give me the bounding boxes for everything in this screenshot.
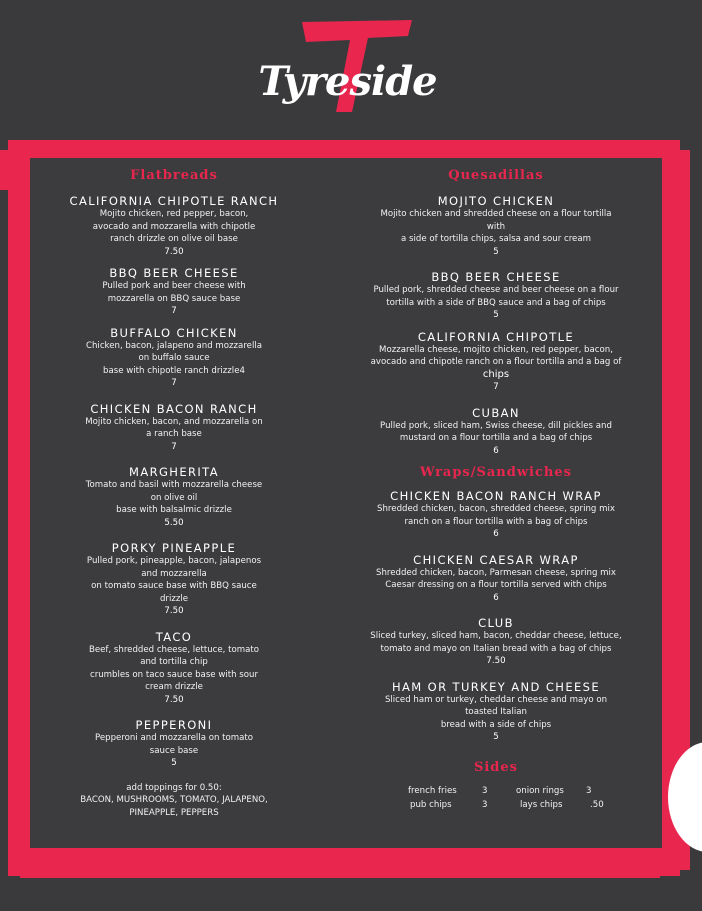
item-description: Shredded chicken, bacon, shredded cheese, spring mix ranch on a flour tortilla with a bag of chips xyxy=(377,504,615,527)
item-description-extra: chips xyxy=(482,368,510,380)
item-name: BBQ BEER CHEESE xyxy=(431,270,561,284)
item-price: 6 xyxy=(493,445,499,456)
side-name: pub chips xyxy=(410,799,452,810)
item-description: Pepperoni and mozzarella on tomato sauce base xyxy=(94,733,254,756)
flatbreads-column xyxy=(30,166,318,819)
menu-item xyxy=(330,406,662,458)
side-price: 3 xyxy=(586,785,592,796)
item-price: 5 xyxy=(493,246,499,257)
item-description: Pulled pork, pineapple, bacon, jalapenos and mozzarella on tomato sauce base with BBQ sauce drizzle xyxy=(86,556,262,604)
item-name: TACO xyxy=(155,629,193,644)
item-price: 6 xyxy=(493,592,499,603)
item-name: CHICKEN CAESAR WRAP xyxy=(413,552,579,567)
item-price: 7 xyxy=(171,378,177,388)
item-price: 7.50 xyxy=(164,694,184,705)
item-name: CLUB xyxy=(478,616,514,630)
menu-item xyxy=(330,270,662,322)
item-name: BBQ BEER CHEESE xyxy=(109,266,239,280)
item-price: 5.50 xyxy=(164,517,184,528)
item-description: Pulled pork, shredded cheese and beer cheese on a flour tortilla with a side of BBQ sauce and a bag of chips xyxy=(373,285,619,308)
item-name: CHICKEN BACON RANCH xyxy=(90,401,258,416)
item-price: 5 xyxy=(493,310,499,320)
item-description: Mozzarella cheese, mojito chicken, red pepper, bacon, avocado and chipotle ranch on a flour tortilla and a bag of xyxy=(370,344,622,367)
side-price: .50 xyxy=(590,799,604,810)
menu-item xyxy=(330,330,662,394)
side-name: onion rings xyxy=(516,785,564,796)
side-price: 3 xyxy=(482,799,488,810)
item-name: CALIFORNIA CHIPOTLE xyxy=(417,329,575,344)
brand-logo xyxy=(240,14,455,124)
item-price: 7.50 xyxy=(164,246,184,257)
menu-item xyxy=(330,194,662,258)
menu-item xyxy=(30,326,318,390)
item-description: Chicken, bacon, jalapeno and mozzarella on buffalo sauce base with chipotle ranch drizzle4 xyxy=(85,340,263,376)
right-column xyxy=(330,166,662,826)
item-price: 7.50 xyxy=(164,606,184,616)
item-name: PEPPERONI xyxy=(135,718,213,732)
item-description: Tomato and basil with mozzarella cheese on olive oil base with balsalmic drizzle xyxy=(85,480,263,515)
item-price: 5 xyxy=(171,758,177,768)
menu-item xyxy=(30,630,318,707)
item-name: HAM OR TURKEY AND CHEESE xyxy=(391,679,601,694)
section-title-sides: Sides xyxy=(473,759,518,775)
item-price: 5 xyxy=(493,732,499,742)
item-name: MARGHERITA xyxy=(129,465,219,479)
item-price: 6 xyxy=(493,529,499,539)
menu-item xyxy=(330,553,662,605)
logo-text: Tyreside xyxy=(258,58,437,105)
menu-item xyxy=(30,541,318,618)
menu-item xyxy=(330,680,662,744)
menu-item xyxy=(30,194,318,258)
frame-brush-stroke xyxy=(0,150,10,190)
item-name: CALIFORNIA CHIPOTLE RANCH xyxy=(69,194,279,208)
item-description: Pulled pork and beer cheese with mozzarella on BBQ sauce base xyxy=(102,281,246,304)
section-title-flatbreads: Flatbreads xyxy=(130,168,218,183)
toppings-note: add toppings for 0.50: BACON, MUSHROOMS, TOMATO, JALAPENO, PINEAPPLE, PEPPERS xyxy=(80,782,268,818)
menu-item xyxy=(330,616,662,668)
item-name: CUBAN xyxy=(472,405,520,420)
menu-item xyxy=(30,402,318,454)
menu-item xyxy=(30,718,318,770)
item-price: 7 xyxy=(171,306,177,316)
item-description: Beef, shredded cheese, lettuce, tomato and tortilla chip crumbles on taco sauce base with sour cream drizzle xyxy=(88,644,260,692)
item-price: 7 xyxy=(171,441,177,452)
item-description: Pulled pork, sliced ham, Swiss cheese, dill pickles and mustard on a flour tortilla and a bag of chips xyxy=(380,420,612,443)
item-description: Sliced turkey, sliced ham, bacon, cheddar cheese, lettuce, tomato and mayo on Italian bread with a bag of chips xyxy=(370,631,622,654)
side-name: lays chips xyxy=(520,799,563,810)
item-name: CHICKEN BACON RANCH WRAP xyxy=(390,489,602,503)
item-description: Mojito chicken, red pepper, bacon, avocado and mozzarella with chipotle ranch drizzle on olive oil base xyxy=(92,209,256,244)
item-description: Sliced ham or turkey, cheddar cheese and mayo on toasted Italian bread with a side of chips xyxy=(384,694,608,730)
item-description: Shredded chicken, bacon, Parmesan cheese, spring mix Caesar dressing on a flour tortilla served with chips xyxy=(375,567,616,590)
menu-item xyxy=(330,489,662,541)
item-description: Mojito chicken and shredded cheese on a flour tortilla with a side of tortilla chips, salsa and sour cream xyxy=(380,209,612,244)
menu-panel xyxy=(30,158,662,848)
item-name: BUFFALO CHICKEN xyxy=(110,325,238,340)
item-name: MOJITO CHICKEN xyxy=(437,194,555,208)
section-title-quesadillas: Quesadillas xyxy=(448,168,544,183)
item-price: 7.50 xyxy=(486,656,506,666)
menu-item xyxy=(30,266,318,318)
item-price: 7 xyxy=(493,382,499,392)
side-name: french fries xyxy=(408,785,457,796)
section-title-wraps: Wraps/Sandwiches xyxy=(420,465,572,480)
sides-list xyxy=(330,786,662,826)
frame-brush-stroke xyxy=(20,872,660,878)
menu-item xyxy=(30,465,318,529)
item-description: Mojito chicken, bacon, and mozzarella on a ranch base xyxy=(85,416,263,439)
side-price: 3 xyxy=(482,785,488,796)
item-name: PORKY PINEAPPLE xyxy=(111,541,237,555)
